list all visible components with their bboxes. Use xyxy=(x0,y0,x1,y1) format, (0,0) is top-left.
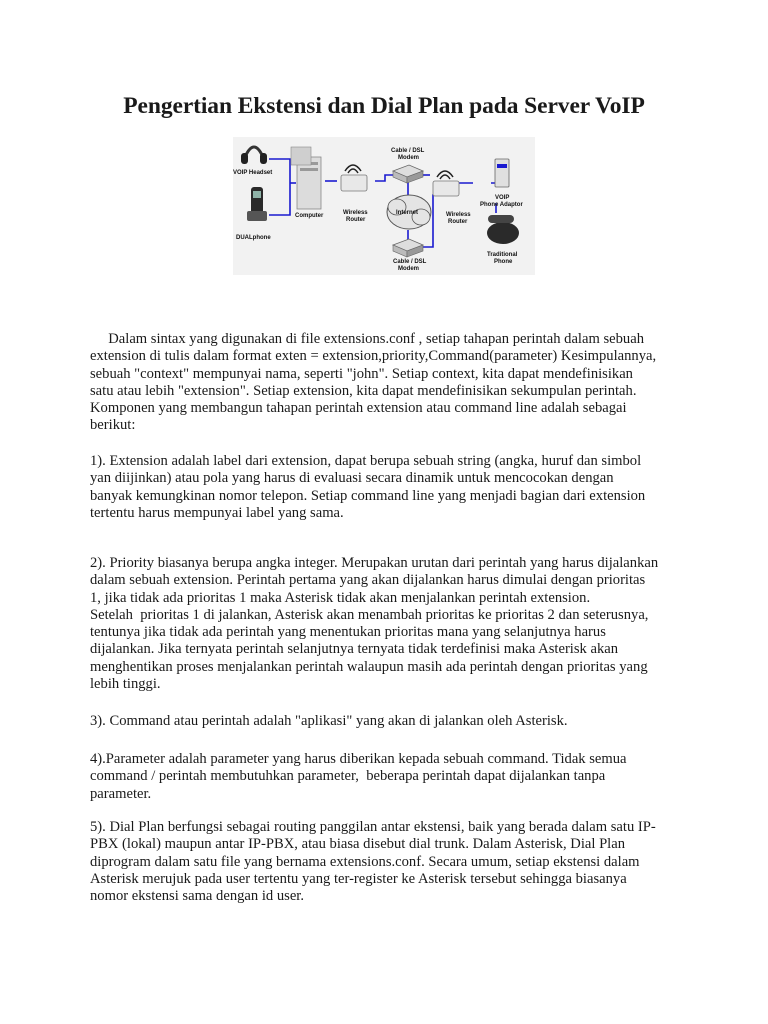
text-line: Asterisk merujuk pada user tertentu yang ter-register ke Asterisk tersebut sehingga biasanya xyxy=(90,870,627,887)
text-line: yan diijinkan) atau pola yang harus di evaluasi secara dinamik untuk mencocokan dengan xyxy=(90,470,614,487)
paragraph-dial-plan xyxy=(90,819,690,905)
voip-headset-label: VOIP Headset xyxy=(233,170,273,176)
text-line: Dalam sintax yang digunakan di file extensions.conf , setiap tahapan perintah dalam sebuah xyxy=(90,331,644,347)
dualphone-label: DUALphone xyxy=(236,235,271,241)
text-line: nomor ekstensi sama dengan id user. xyxy=(90,888,304,905)
voip-network-diagram xyxy=(233,137,535,275)
voip-adaptor-label: VOIP xyxy=(495,195,510,201)
cable-modem-bottom-label: Cable / DSL xyxy=(393,259,427,265)
paragraph-extension xyxy=(90,453,690,522)
text-line: berikut: xyxy=(90,417,136,434)
text-line: Komponen yang membangun tahapan perintah extension atau command line adalah sebagai xyxy=(90,400,627,417)
wireless-router-right-label: Wireless xyxy=(446,212,471,218)
text-line: banyak kemungkinan nomor telepon. Setiap command line yang menjadi bagian dari extension xyxy=(90,487,646,504)
voip-adaptor-icon xyxy=(495,159,509,187)
paragraph-command xyxy=(90,713,690,730)
text-line: 1, jika tidak ada prioritas 1 maka Asterisk tidak akan menjalankan perintah extension. xyxy=(90,589,591,606)
wireless-router-left-label: Wireless xyxy=(343,210,368,216)
text-line: parameter. xyxy=(90,785,152,802)
traditional-phone-label: Traditional xyxy=(487,252,518,258)
voip-adaptor-label-2: Phone Adaptor xyxy=(480,202,523,208)
text-line: 4).Parameter adalah parameter yang harus diberikan kepada sebuah command. Tidak semua xyxy=(90,751,627,767)
text-line: lebih tinggi. xyxy=(90,676,161,693)
wireless-router-left-label-2: Router xyxy=(346,217,366,223)
text-line: Setelah prioritas 1 di jalankan, Asterisk akan menambah prioritas ke prioritas 2 dan seterusnya, xyxy=(90,606,649,623)
text-line: dijalankan. Jika ternyata perintah selanjutnya ternyata tidak terdefinisi maka Asterisk akan xyxy=(90,641,619,658)
text-line: menghentikan proses menjalankan perintah walaupun masih ada perintah dengan prioritas yang xyxy=(90,658,648,675)
page-title: Pengertian Ekstensi dan Dial Plan pada Server VoIP xyxy=(123,93,645,119)
cable-modem-top-label: Cable / DSL xyxy=(391,148,425,154)
cable-modem-top-label-2: Modem xyxy=(398,155,419,161)
text-line: dalam sebuah extension. Perintah pertama yang akan dijalankan harus dimulai dengan prioritas xyxy=(90,572,646,589)
text-line: tertentu harus mempunyai label yang sama. xyxy=(90,504,344,521)
text-line: 3). Command atau perintah adalah "aplikasi" yang akan di jalankan oleh Asterisk. xyxy=(90,713,568,729)
text-line: command / perintah membutuhkan parameter, beberapa perintah dapat dijalankan tanpa xyxy=(90,768,606,785)
text-line: sebuah "context" mempunyai nama, seperti "john". Setiap context, kita dapat mendefinisikan xyxy=(90,365,633,382)
paragraph-priority xyxy=(90,555,690,693)
traditional-phone-label-2: Phone xyxy=(494,259,513,265)
cable-modem-bottom-label-2: Modem xyxy=(398,266,419,272)
text-line: 5). Dial Plan berfungsi sebagai routing panggilan antar ekstensi, baik yang berada dalam satu IP- xyxy=(90,819,656,835)
text-line: PBX (lokal) maupun antar IP-PBX, atau biasa disebut dial trunk. Dalam Asterisk, Dial Plan xyxy=(90,836,626,853)
wireless-router-right-label-2: Router xyxy=(448,219,468,225)
text-line: 1). Extension adalah label dari extension, dapat berupa sebuah string (angka, huruf dan simbol xyxy=(90,453,642,469)
text-line: satu atau lebih "extension". Setiap extension, kita dapat mendefinisikan sekumpulan perintah. xyxy=(90,382,637,399)
text-line: diprogram dalam satu file yang bernama extensions.conf. Secara umum, setiap ekstensi dalam xyxy=(90,853,640,870)
text-line: 2). Priority biasanya berupa angka integer. Merupakan urutan dari perintah yang harus dijalankan xyxy=(90,555,659,571)
computer-label: Computer xyxy=(295,213,324,219)
paragraph-parameter xyxy=(90,751,690,803)
text-line: extension di tulis dalam format exten = extension,priority,Command(parameter) Kesimpulannya, xyxy=(90,348,657,365)
paragraph-intro xyxy=(90,331,690,435)
internet-label: Internet xyxy=(396,210,419,216)
text-line: tentunya jika tidak ada perintah yang menentukan prioritas mana yang selanjutnya harus xyxy=(90,624,606,641)
